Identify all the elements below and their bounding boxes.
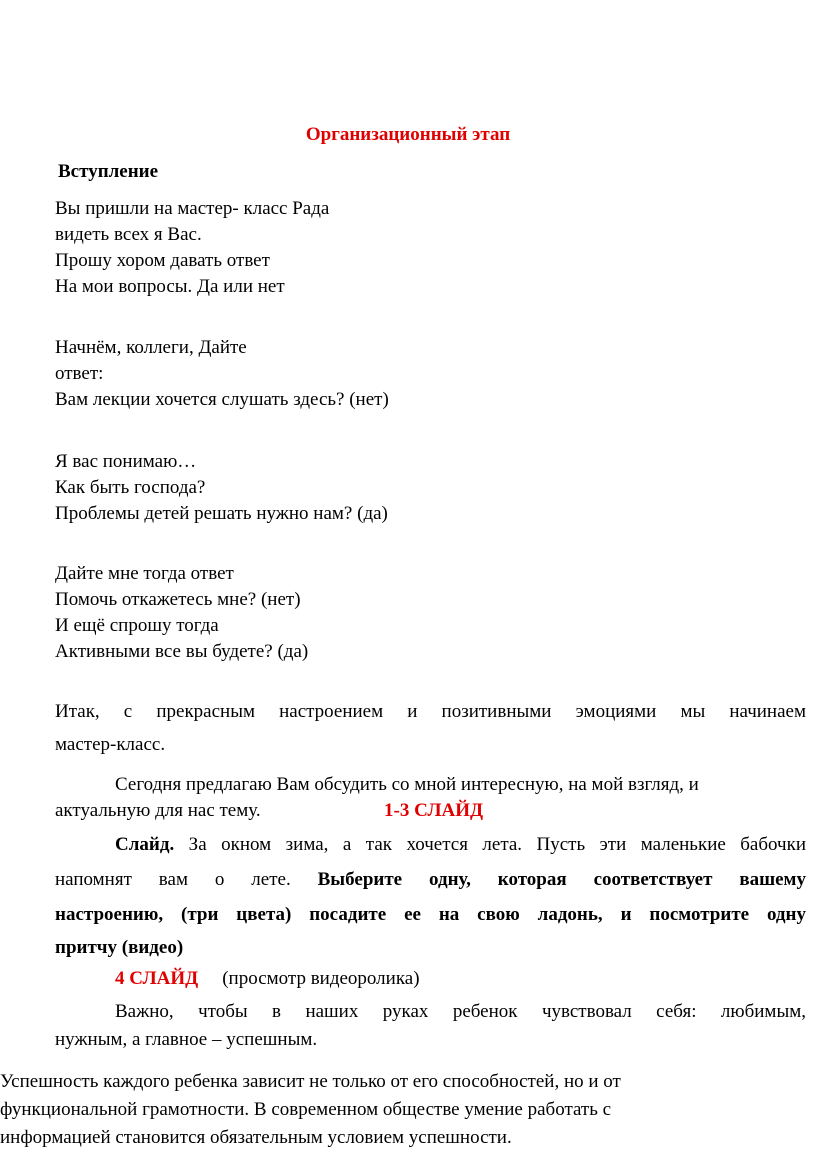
verse-stanza-1 [55,196,329,300]
paragraph-intro-line-2: мастер-класс. [55,734,166,755]
paragraph-success [0,1068,621,1152]
slide-text-normal: напомнят вам о лете. [55,869,318,890]
verse-line: Вы пришли на мастер- класс Рада [55,198,330,219]
verse-line: Начнём, коллеги, Дайте [55,337,247,358]
verse-line: Прошу хором давать ответ [55,250,270,271]
paragraph-success-line-2: функциональной грамотности. В современном обществе умение работать с [0,1099,612,1120]
paragraph-topic-line-1: Сегодня предлагаю Вам обсудить со мной интересную, на мой взгляд, и [115,774,699,795]
slide-text-bold: Выберите одну, которая соответствует вашему [317,869,806,890]
verse-stanza-4 [55,561,308,665]
verse-line: Активными все вы будете? (да) [55,641,309,662]
paragraph-important-line-2: нужным, а главное – успешным. [55,1029,318,1050]
verse-line: Я вас понимаю… [55,451,197,472]
paragraph-slide-line-3: настроению, (три цвета) посадите ее на свою ладонь, и посмотрите одну [55,904,806,925]
slide-4-line [115,962,420,995]
verse-line: На мои вопросы. Да или нет [55,276,285,297]
verse-line: Дайте мне тогда ответ [55,563,234,584]
video-note: (просмотр видеоролика) [222,968,420,989]
verse-line: Проблемы детей решать нужно нам? (да) [55,503,388,524]
verse-line: Как быть господа? [55,477,206,498]
verse-line: Вам лекции хочется слушать здесь? (нет) [55,389,389,410]
paragraph-topic-line-2: актуальную для нас тему. [55,800,261,821]
verse-stanza-3 [55,449,388,527]
verse-line: ответ: [55,363,104,384]
verse-line: Помочь откажетесь мне? (нет) [55,589,301,610]
slide-label-4: 4 СЛАЙД [115,968,199,989]
paragraph-important-line-1: Важно, чтобы в наших руках ребенок чувствовал себя: любимым, [115,1001,806,1022]
paragraph-success-line-1: Успешность каждого ребенка зависит не только от его способностей, но и от [0,1071,621,1092]
section-subtitle: Вступление [58,161,159,182]
slide-label-1-3: 1-3 СЛАЙД [384,800,484,821]
slide-text: За окном зима, а так хочется лета. Пусть эти маленькие бабочки [174,834,806,855]
verse-stanza-2 [55,335,389,413]
paragraph-slide-line-1 [115,828,806,861]
verse-line: И ещё спрошу тогда [55,615,219,636]
page-title: Организационный этап [305,124,511,145]
paragraph-slide-line-4: притчу (видео) [55,937,184,958]
paragraph-success-line-3: информацией становится обязательным условием успешности. [0,1127,512,1148]
paragraph-slide-line-2 [55,863,806,896]
verse-line: видеть всех я Вас. [55,224,202,245]
slide-lead: Слайд. [115,834,175,855]
paragraph-intro-line-1: Итак, с прекрасным настроением и позитивными эмоциями мы начинаем [55,701,806,722]
